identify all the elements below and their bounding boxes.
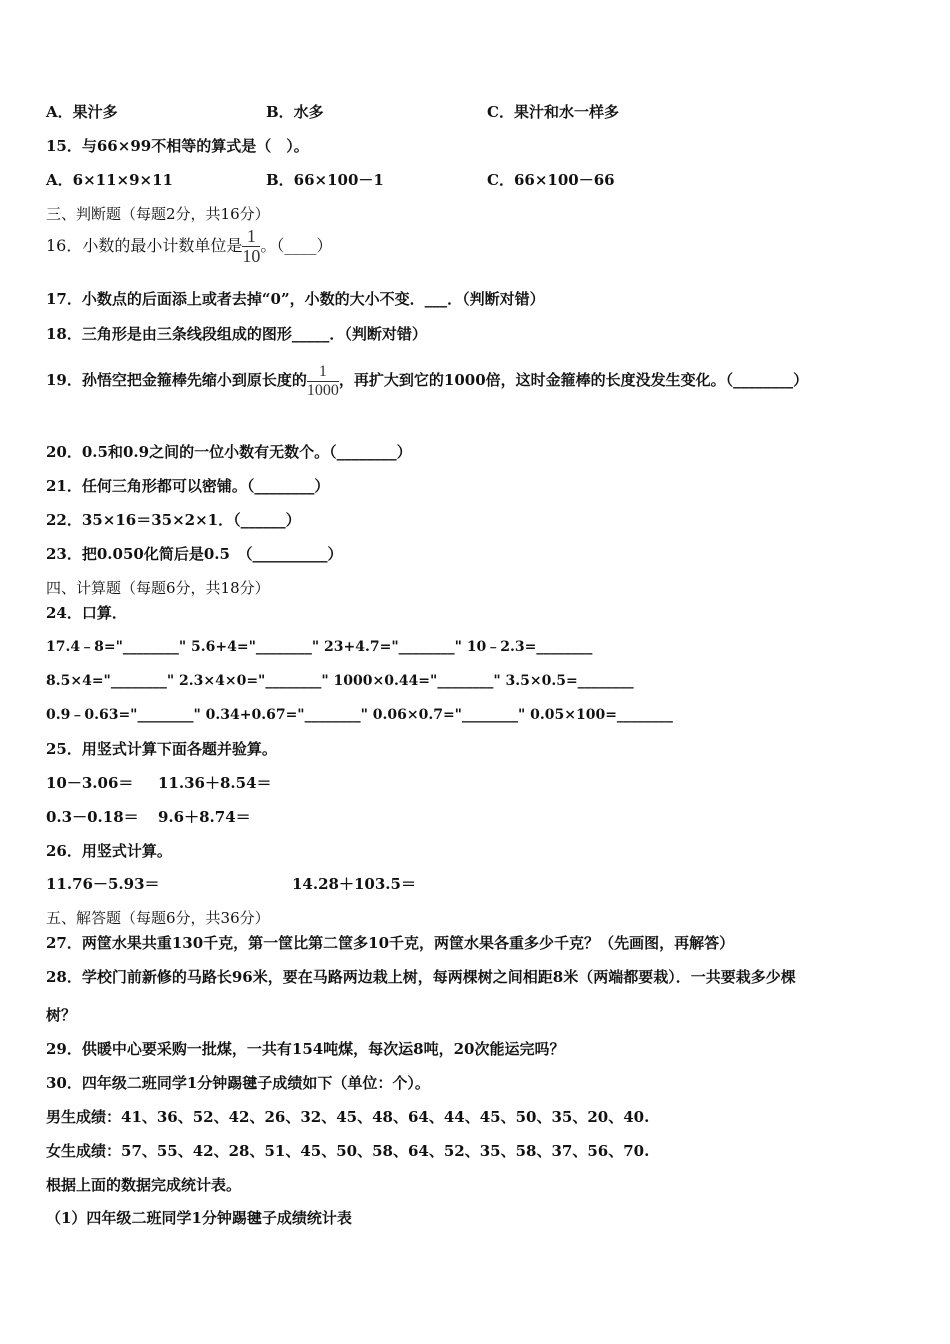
q25-item-1: 10－3.06＝ — [46, 774, 134, 792]
q26-stem: 26．用竖式计算。 — [46, 842, 172, 860]
q30-stem: 30．四年级二班同学1分钟踢毽子成绩如下（单位：个）。 — [46, 1074, 430, 1092]
q21: 21．任何三角形都可以密铺。（________） — [46, 477, 330, 495]
q25-item-4: 9.6＋8.74＝ — [158, 808, 251, 826]
q26-item-1: 11.76－5.93＝ — [46, 875, 160, 893]
q19-fraction — [307, 363, 339, 400]
q19-fraction-numerator: 1 — [307, 363, 339, 382]
section-5-heading: 五、解答题（每题6分，共36分） — [46, 909, 270, 927]
q14-option-a: A．果汁多 — [46, 103, 118, 121]
q27: 27．两筐水果共重130千克，第一筐比第二筐多10千克，两筐水果各重多少千克？（先画图，再解答） — [46, 934, 735, 952]
q30-boys-scores: 男生成绩：41、36、52、42、26、32、45、48、64、44、45、50、35、20、40. — [46, 1108, 650, 1126]
q17: 17．小数点的后面添上或者去掉“0”，小数的大小不变．___．（判断对错） — [46, 290, 545, 308]
q16-fraction — [242, 227, 260, 266]
q24-stem: 24．口算． — [46, 604, 127, 622]
q19-text-post: ，再扩大到它的1000倍，这时金箍棒的长度没发生变化。（________） — [338, 371, 809, 389]
q23: 23．把0.050化简后是0.5 （__________） — [46, 545, 343, 563]
q16-fraction-denominator: 10 — [242, 246, 261, 266]
q15-stem: 15．与66×99不相等的算式是（ ）。 — [46, 137, 309, 155]
q22: 22．35×16＝35×2×1．（______） — [46, 511, 301, 529]
q30-girls-scores: 女生成绩：57、55、42、28、51、45、50、58、64、52、35、58、37、56、70. — [46, 1142, 650, 1160]
q16 — [46, 224, 332, 268]
q19 — [46, 358, 808, 402]
q25-item-2: 11.36＋8.54＝ — [158, 774, 272, 792]
q15-option-a: A．6×11×9×11 — [46, 171, 173, 189]
q18: 18．三角形是由三条线段组成的图形_____．（判断对错） — [46, 325, 427, 343]
q19-text-pre: 19．孙悟空把金箍棒先缩小到原长度的 — [46, 371, 307, 389]
q29: 29．供暖中心要采购一批煤，一共有154吨煤，每次运8吨，20次能运完吗？ — [46, 1040, 565, 1058]
q25-item-3: 0.3－0.18＝ — [46, 808, 139, 826]
q15-option-b: B．66×100－1 — [266, 171, 384, 189]
section-4-heading: 四、计算题（每题6分，共18分） — [46, 579, 270, 597]
q25-stem: 25．用竖式计算下面各题并验算。 — [46, 740, 277, 758]
q20: 20．0.5和0.9之间的一位小数有无数个。（________） — [46, 443, 412, 461]
q19-fraction-denominator: 1000 — [306, 381, 339, 399]
q26-item-2: 14.28＋103.5＝ — [292, 875, 416, 893]
q30-subquestion-1: （1）四年级二班同学1分钟踢毽子成绩统计表 — [46, 1209, 352, 1227]
q14-option-c: C．果汁和水一样多 — [487, 103, 619, 121]
q28-line-2: 树？ — [46, 1006, 77, 1024]
q16-text-post: 。（____） — [260, 236, 333, 255]
q24-row-2: 8.5×4="________" 2.3×4×0="________" 1000×0.44="________" 3.5×0.5=________ — [46, 673, 634, 689]
q15-option-c: C．66×100－66 — [487, 171, 615, 189]
q24-row-3: 0.9﹣0.63="________" 0.34+0.67="________" 0.06×0.7="________" 0.05×100=________ — [46, 707, 673, 723]
section-3-heading: 三、判断题（每题2分，共16分） — [46, 205, 270, 223]
q24-row-1: 17.4﹣8="________" 5.6+4="________" 23+4.7="________" 10﹣2.3=________ — [46, 639, 593, 655]
q16-fraction-numerator: 1 — [242, 227, 260, 247]
q14-option-b: B．水多 — [266, 103, 324, 121]
q28-line-1: 28．学校门前新修的马路长96米，要在马路两边栽上树，每两棵树之间相距8米（两端都要栽）．一共要栽多少棵 — [46, 968, 796, 986]
q16-text-pre: 16．小数的最小计数单位是 — [46, 236, 243, 255]
q30-instruction: 根据上面的数据完成统计表。 — [46, 1176, 242, 1194]
